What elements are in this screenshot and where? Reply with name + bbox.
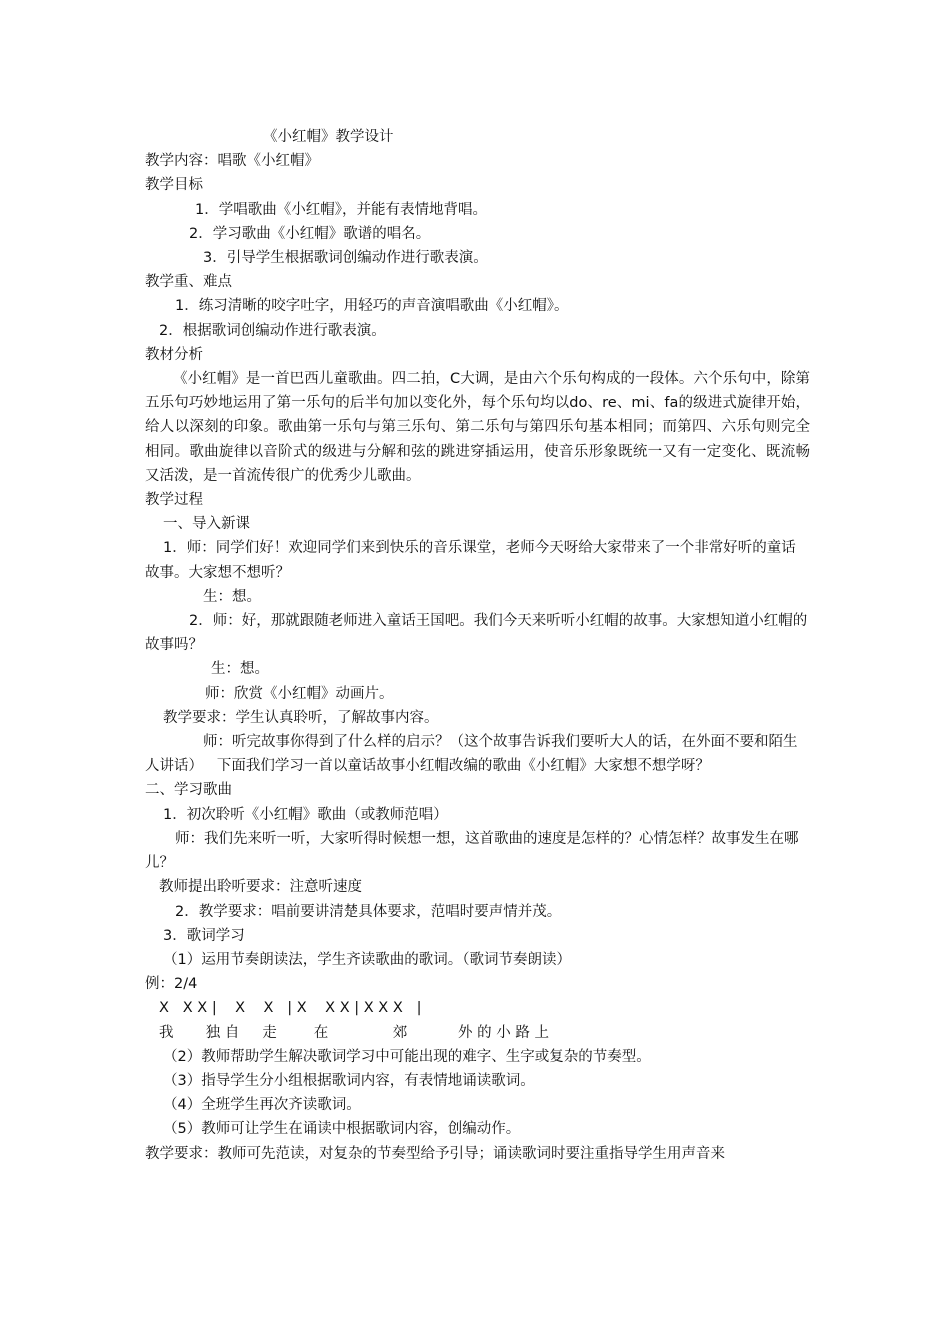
goal-item: 3．引导学生根据歌词创编动作进行歌表演。 [203,250,488,267]
example-label: 例：2/4 [145,976,198,993]
goal-item: 1．学唱歌曲《小红帽》，并能有表情地背唱。 [195,201,487,218]
section2-paragraph: 教师提出聆听要求：注意听速度 [159,879,362,896]
section1-paragraph: 2．师：好，那就跟随老师进入童话王国吧。我们今天来听听小红帽的故事。大家想知道小红帽的故事吗？ [145,613,808,654]
document-body [145,125,810,1166]
rhythm-notation: X X X | X X | X X X | X X X | [159,1000,422,1017]
lyrics-step: （3）指导学生分小组根据歌词内容，有表情地诵读歌词。 [163,1072,535,1089]
goals-heading: 教学目标 [145,177,203,194]
lyrics-step: （5）教师可让学生在诵读中根据歌词内容，创编动作。 [163,1121,521,1138]
lyrics-step: （4）全班学生再次齐读歌词。 [163,1097,361,1114]
lyrics-step: （1）运用节奏朗读法，学生齐读歌曲的歌词。（歌词节奏朗读） [163,951,571,968]
lyrics-step: （2）教师帮助学生解决歌词学习中可能出现的难字、生字或复杂的节奏型。 [163,1048,651,1065]
lyrics-line: 我 独 自 走 在 郊 外 的 小 路 上 [159,1024,549,1041]
goal-item: 2．学习歌曲《小红帽》歌谱的唱名。 [189,225,431,242]
keypoint-item: 1．练习清晰的咬字吐字，用轻巧的声音演唱歌曲《小红帽》。 [175,298,569,315]
section2-heading: 二、学习歌曲 [145,782,232,799]
doc-title: 《小红帽》教学设计 [263,129,394,145]
section1-heading: 一、导入新课 [163,516,250,533]
student-reply: 生：想。 [203,588,261,605]
final-requirement: 教学要求：教师可先范读，对复杂的节奏型给予引导；诵读歌词时要注重指导学生用声音来 [145,1145,725,1162]
keypoint-item: 2．根据歌词创编动作进行歌表演。 [159,322,386,339]
teaching-requirement: 教学要求：学生认真聆听，了解故事内容。 [163,709,439,726]
section2-item: 2．教学要求：唱前要讲清楚具体要求，范唱时要声情并茂。 [175,903,562,920]
analysis-heading: 教材分析 [145,346,203,363]
section2-item: 1．初次聆听《小红帽》歌曲（或教师范唱） [163,806,448,823]
section2-item: 3．歌词学习 [163,927,245,944]
section2-paragraph: 师：我们先来听一听，大家听得时候想一想，这首歌曲的速度是怎样的？心情怎样？故事发生在哪儿？ [145,830,799,872]
analysis-paragraph: 《小红帽》是一首巴西儿童歌曲。四二拍，C大调，是由六个乐句构成的一段体。六个乐句中，除第五乐句巧妙地运用了第一乐句的后半句加以变化外，每个乐句均以do、re、mi、fa的级进式旋律开始，给人以深刻的印象。歌曲第一乐句与第三乐句、第二乐句与第四乐句基本相同；而第四、六乐句则完全相同。歌曲旋律以音阶式的级进与分解和弦的跳进穿插运用，使音乐形象既统一又有一定变化、既流畅又活泼，是一首流传很广的优秀少儿歌曲。 [145,371,810,484]
teaching-content: 教学内容：唱歌《小红帽》 [145,153,319,170]
section1-paragraph: 1．师：同学们好！欢迎同学们来到快乐的音乐课堂，老师今天呀给大家带来了一个非常好听的童话故事。大家想不想听？ [145,540,796,581]
student-reply: 生：想。 [211,661,269,678]
section1-paragraph: 师：听完故事你得到了什么样的启示？（这个故事告诉我们要听大人的话，在外面不要和陌生人讲话） 下面我们学习一首以童话故事小红帽改编的歌曲《小红帽》大家想不想学呀？ [145,734,798,775]
teacher-line: 师：欣赏《小红帽》动画片。 [205,685,394,702]
process-heading: 教学过程 [145,492,203,509]
keypoints-heading: 教学重、难点 [145,274,232,291]
